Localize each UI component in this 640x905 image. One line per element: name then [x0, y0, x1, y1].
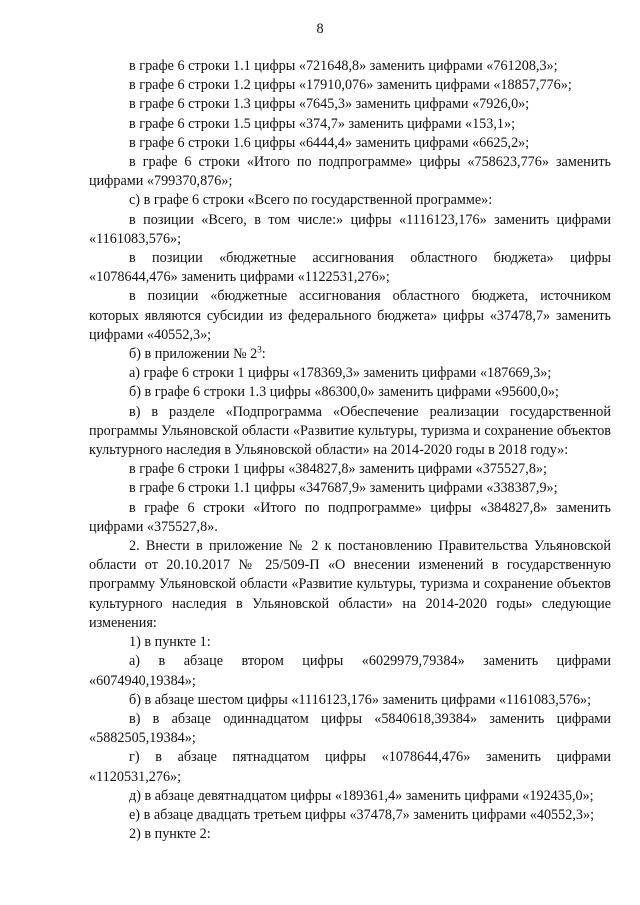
- paragraph: в графе 6 строки 1.3 цифры «7645,3» заменить цифрами «7926,0»;: [129, 96, 530, 113]
- paragraph: в графе 6 строки 1 цифры «384827,8» заменить цифрами «375527,8»;: [129, 461, 547, 478]
- paragraph: в) в абзаце одиннадцатом цифры «5840618,39384» заменить цифрами «5882505,19384»;: [89, 710, 611, 747]
- paragraph: с) в графе 6 строки «Всего по государственной программе»:: [129, 192, 493, 209]
- paragraph: в графе 6 строки «Итого по подпрограмме» цифры «384827,8» заменить цифрами «375527,8».: [89, 499, 611, 535]
- paragraph: в графе 6 строки 1.5 цифры «374,7» заменить цифрами «153,1»;: [129, 115, 516, 132]
- paragraph: г) в абзаце пятнадцатом цифры «1078644,476» заменить цифрами «1120531,276»;: [89, 749, 611, 785]
- paragraph: в графе 6 строки 1.6 цифры «6444,4» заменить цифрами «6625,2»;: [129, 134, 530, 151]
- paragraph: б) в графе 6 строки 1.3 цифры «86300,0» заменить цифрами «95600,0»;: [129, 384, 559, 401]
- paragraph: в позиции «бюджетные ассигнования областного бюджета» цифры «1078644,476» заменить цифрами «1122531,276»;: [89, 250, 611, 286]
- paragraph: б) в абзаце шестом цифры «1116123,176» заменить цифрами «1161083,576»;: [129, 691, 592, 708]
- appendix-heading-text: б) в приложении № 2: [129, 346, 258, 363]
- paragraph: а) в абзаце втором цифры «6029979,79384» заменить цифрами «6074940,19384»;: [89, 653, 611, 689]
- paragraph: в графе 6 строки 1.1 цифры «347687,9» заменить цифрами «338387,9»;: [129, 480, 558, 497]
- page-number: 8: [316, 21, 324, 37]
- paragraph: д) в абзаце девятнадцатом цифры «189361,4» заменить цифрами «192435,0»;: [129, 787, 594, 804]
- paragraph: в графе 6 строки «Итого по подпрограмме» цифры «758623,776» заменить цифрами «799370,876»;: [89, 154, 611, 190]
- document-body: [89, 57, 611, 844]
- paragraph: в позиции «бюджетные ассигнования областного бюджета, источником которых являются субсидии из федерального бюджета» цифры «37478,7» заменить цифрами «40552,3»;: [89, 288, 611, 343]
- paragraph: 2) в пункте 2:: [129, 826, 211, 843]
- paragraph: е) в абзаце двадцать третьем цифры «37478,7» заменить цифрами «40552,3»;: [129, 806, 595, 823]
- paragraph: 2. Внести в приложение № 2 к постановлению Правительства Ульяновской области от 20.10.2017 № 25/509-П «О внесении изменений в государственную программу Ульяновской области «Развитие культуры, туризма и сохранение объектов культурного наследия в Ульяновской области» на 2014-2020 годы» следующие изменения:: [89, 538, 611, 631]
- paragraph: в позиции «Всего, в том числе:» цифры «1116123,176» заменить цифрами «1161083,576»;: [89, 211, 611, 247]
- paragraph: а) графе 6 строки 1 цифры «178369,3» заменить цифрами «187669,3»;: [129, 365, 552, 382]
- paragraph: в) в разделе «Подпрограмма «Обеспечение реализации государственной программы Ульяновской области «Развитие культуры, туризма и сохранение объектов культурного наследия в Ульяновской области» на 2014-2020 годы в 2018 году»:: [89, 403, 611, 459]
- paragraph-appendix-heading: [89, 345, 611, 364]
- paragraph: в графе 6 строки 1.1 цифры «721648,8» заменить цифрами «761208,3»;: [129, 58, 558, 74]
- superscript: 3: [257, 344, 262, 355]
- paragraph: в графе 6 строки 1.2 цифры «17910,076» заменить цифрами «18857,776»;: [129, 77, 572, 94]
- colon: :: [261, 346, 266, 363]
- paragraph: 1) в пункте 1:: [129, 634, 211, 651]
